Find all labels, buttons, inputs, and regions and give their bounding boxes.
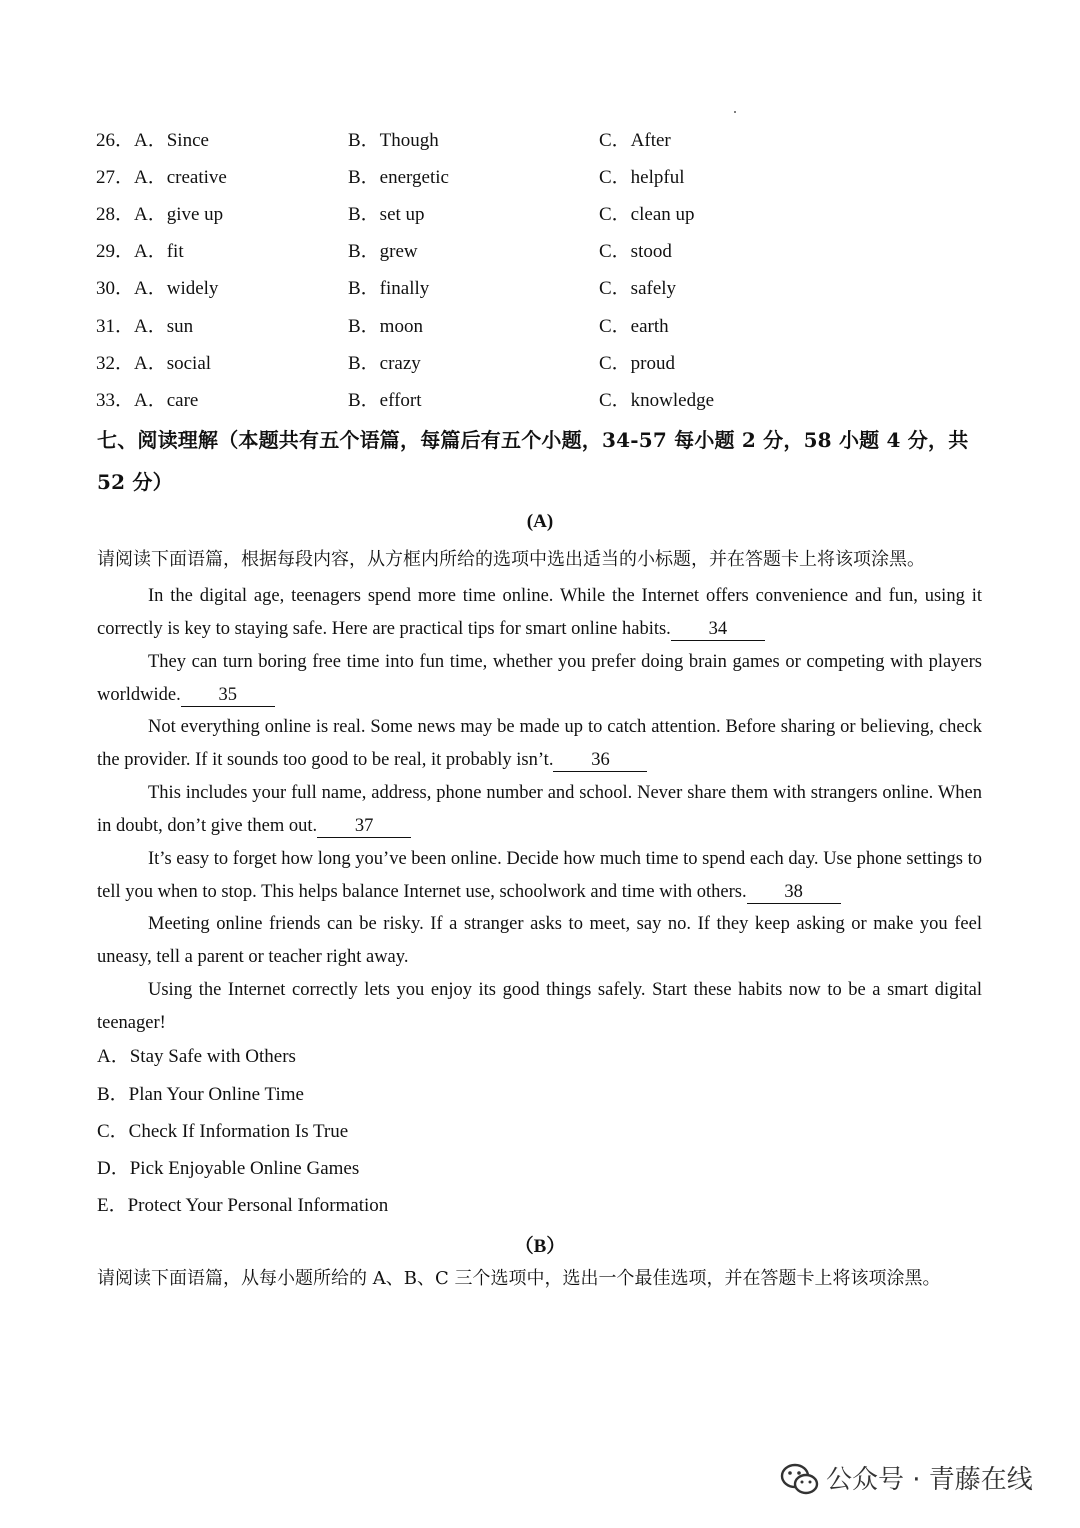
option-row [96, 163, 986, 193]
option-a: A．widely [134, 278, 219, 299]
option-c: C．knowledge [599, 390, 715, 411]
option-a: A．care [134, 390, 199, 411]
passage-paragraph [97, 974, 982, 1040]
passage-paragraph [97, 777, 982, 843]
option-b: B．moon [348, 316, 423, 337]
heading-choice: E．Protect Your Personal Information [97, 1195, 389, 1216]
option-a: A．sun [134, 316, 194, 337]
answer-blank: 35 [181, 684, 275, 707]
answer-blank: 34 [671, 618, 765, 641]
heading-choice: B．Plan Your Online Time [97, 1084, 304, 1105]
option-b: B．Though [348, 130, 439, 151]
option-row [96, 274, 986, 304]
question-number: 30． [96, 278, 135, 299]
option-c: C．helpful [599, 167, 685, 188]
option-c: C．proud [599, 353, 676, 374]
paragraph-text: Using the Internet correctly lets you enjoy its good things safely. Start these habits now to be a smart digital teenager! [97, 980, 982, 1033]
option-row [96, 349, 986, 379]
wechat-icon [780, 1462, 820, 1498]
option-b: B．set up [348, 204, 425, 225]
option-row [96, 200, 986, 230]
part-b-label: （B） [514, 1236, 566, 1257]
paragraph-text: They can turn boring free time into fun time, whether you prefer doing brain games or competing with players worldwide. [97, 652, 982, 705]
paragraph-text: This includes your full name, address, phone number and school. Never share them with strangers online. When in doubt, don’t give them out. [97, 783, 982, 836]
answer-blank: 36 [553, 749, 647, 772]
question-number: 27． [96, 167, 135, 188]
option-row [96, 312, 986, 342]
part-a-instruction: 请阅读下面语篇，根据每段内容，从方框内所给的选项中选出适当的小标题，并在答题卡上将该项涂黑。 [97, 549, 925, 570]
passage-paragraph [97, 843, 982, 909]
section-title: 七、阅读理解（本题共有五个语篇，每篇后有五个小题，34-57 每小题 2 分，58 小题 4 分，共 52 分） [97, 428, 969, 494]
paragraph-text: In the digital age, teenagers spend more time online. While the Internet offers convenience and fun, using it correctly is key to staying safe. Here are practical tips for smart online habits. [97, 586, 982, 639]
option-b: B．effort [348, 390, 422, 411]
option-c: C．stood [599, 241, 672, 262]
option-row [96, 237, 986, 267]
answer-blank: 37 [317, 815, 411, 838]
part-a-label: (A) [526, 511, 554, 532]
heading-choice: C．Check If Information Is True [97, 1121, 349, 1142]
option-row [96, 386, 986, 416]
passage-paragraph [97, 580, 982, 646]
option-c: C．earth [599, 316, 669, 337]
question-number: 26． [96, 130, 135, 151]
question-number: 31． [96, 316, 135, 337]
option-c: C．After [599, 130, 671, 151]
heading-choice: A．Stay Safe with Others [97, 1046, 296, 1067]
option-row [96, 126, 986, 156]
option-b: B．crazy [348, 353, 421, 374]
question-number: 29． [96, 241, 135, 262]
stray-dot [734, 111, 736, 113]
option-b: B．finally [348, 278, 430, 299]
question-number: 32． [96, 353, 135, 374]
paragraph-text: It’s easy to forget how long you’ve been online. Decide how much time to spend each day. Use phone settings to tell you when to stop. This helps balance Internet use, schoolwork and time with others. [97, 849, 982, 902]
option-b: B．grew [348, 241, 418, 262]
option-a: A．give up [134, 204, 224, 225]
option-a: A．Since [134, 130, 209, 151]
option-c: C．safely [599, 278, 677, 299]
option-a: A．creative [134, 167, 227, 188]
paragraph-text: Not everything online is real. Some news may be made up to catch attention. Before sharing or believing, check the provider. If it sounds too good to be real, it probably isn’t. [97, 717, 982, 770]
passage-paragraph [97, 908, 982, 974]
option-a: A．fit [134, 241, 184, 262]
question-number: 28． [96, 204, 135, 225]
part-b-instruction: 请阅读下面语篇，从每小题所给的 A、B、C 三个选项中，选出一个最佳选项，并在答题卡上将该项涂黑。 [97, 1268, 941, 1289]
passage-paragraph [97, 646, 982, 712]
option-a: A．social [134, 353, 212, 374]
question-number: 33． [96, 390, 135, 411]
answer-blank: 38 [747, 881, 841, 904]
option-b: B．energetic [348, 167, 449, 188]
heading-choice: D．Pick Enjoyable Online Games [97, 1158, 360, 1179]
option-c: C．clean up [599, 204, 695, 225]
passage-paragraph [97, 711, 982, 777]
watermark-text: 公众号 · 青藤在线 [826, 1465, 1033, 1495]
paragraph-text: Meeting online friends can be risky. If a stranger asks to meet, say no. If they keep asking or make you feel uneasy, tell a parent or teacher right away. [97, 914, 982, 967]
watermark [780, 1460, 1070, 1500]
